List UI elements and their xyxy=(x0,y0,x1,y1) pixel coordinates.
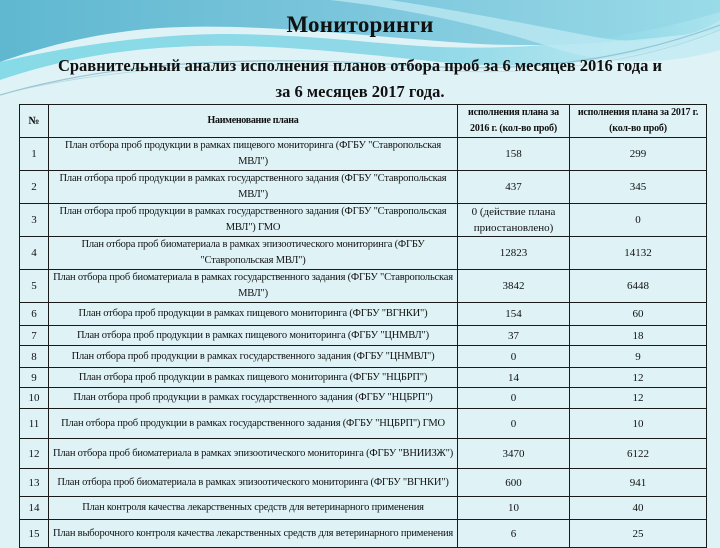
table-row xyxy=(20,520,707,548)
row-plan: План отбора проб биоматериала в рамках государственного задания (ФГБУ "Ставропольская МВЛ") xyxy=(49,270,458,303)
table-row xyxy=(20,368,707,388)
table-row xyxy=(20,171,707,204)
table-row xyxy=(20,138,707,171)
row-plan: План отбора проб продукции в рамках государственного задания (ФГБУ "НЦБРП") xyxy=(49,388,458,409)
row-num: 12 xyxy=(20,439,49,469)
row-2017: 12 xyxy=(570,388,707,409)
row-plan: План отбора проб продукции в рамках пищевого мониторинга (ФГБУ "ЦНМВЛ") xyxy=(49,326,458,346)
table-row xyxy=(20,303,707,326)
row-num: 9 xyxy=(20,368,49,388)
header-2016: исполнения плана за 2016 г. (кол-во проб) xyxy=(458,105,570,138)
row-2017: 299 xyxy=(570,138,707,171)
row-2017: 941 xyxy=(570,469,707,497)
row-num: 10 xyxy=(20,388,49,409)
row-num: 4 xyxy=(20,237,49,270)
row-plan: План отбора проб продукции в рамках государственного задания (ФГБУ "Ставропольская МВЛ") xyxy=(49,171,458,204)
row-num: 11 xyxy=(20,409,49,439)
row-2017: 6448 xyxy=(570,270,707,303)
row-2016: 437 xyxy=(458,171,570,204)
row-num: 15 xyxy=(20,520,49,548)
table-row xyxy=(20,346,707,368)
row-2017: 25 xyxy=(570,520,707,548)
row-2016: 158 xyxy=(458,138,570,171)
row-2017: 10 xyxy=(570,409,707,439)
row-plan: План отбора проб продукции в рамках пищевого мониторинга (ФГБУ "НЦБРП") xyxy=(49,368,458,388)
subtitle-line-2: за 6 месяцев 2017 года. xyxy=(275,82,445,101)
row-2016: 6 xyxy=(458,520,570,548)
row-plan: План отбора проб биоматериала в рамках эпизоотического мониторинга (ФГБУ "ВГНКИ") xyxy=(49,469,458,497)
row-num: 6 xyxy=(20,303,49,326)
row-2016: 600 xyxy=(458,469,570,497)
row-plan: План отбора проб биоматериала в рамках эпизоотического мониторинга (ФГБУ "ВНИИЗЖ") xyxy=(49,439,458,469)
row-2016: 3842 xyxy=(458,270,570,303)
row-plan: План отбора проб продукции в рамках пищевого мониторинга (ФГБУ "ВГНКИ") xyxy=(49,303,458,326)
row-2017: 345 xyxy=(570,171,707,204)
row-num: 5 xyxy=(20,270,49,303)
row-2016: 12823 xyxy=(458,237,570,270)
row-num: 3 xyxy=(20,204,49,237)
row-num: 14 xyxy=(20,497,49,520)
row-2016: 10 xyxy=(458,497,570,520)
row-plan: План отбора проб продукции в рамках государственного задания (ФГБУ "ЦНМВЛ") xyxy=(49,346,458,368)
row-2017: 9 xyxy=(570,346,707,368)
row-plan: План отбора проб продукции в рамках пищевого мониторинга (ФГБУ "Ставропольская МВЛ") xyxy=(49,138,458,171)
row-2016: 0 xyxy=(458,346,570,368)
row-2016: 3470 xyxy=(458,439,570,469)
table-row xyxy=(20,497,707,520)
row-2017: 18 xyxy=(570,326,707,346)
header-num: № xyxy=(20,105,49,138)
subtitle-line-1: Сравнительный анализ исполнения планов отбора проб за 6 месяцев 2016 года и xyxy=(57,56,663,75)
table-row xyxy=(20,409,707,439)
table-header-row xyxy=(20,105,707,138)
comparison-table xyxy=(19,104,707,548)
row-num: 7 xyxy=(20,326,49,346)
row-2016: 37 xyxy=(458,326,570,346)
row-2017: 14132 xyxy=(570,237,707,270)
row-2016: 14 xyxy=(458,368,570,388)
row-2016: 0 xyxy=(458,409,570,439)
row-num: 8 xyxy=(20,346,49,368)
row-2017: 0 xyxy=(570,204,707,237)
table-row xyxy=(20,469,707,497)
row-num: 1 xyxy=(20,138,49,171)
slide-title: Мониторинги xyxy=(286,12,434,37)
table-row xyxy=(20,326,707,346)
row-plan: План отбора проб биоматериала в рамках эпизоотического мониторинга (ФГБУ "Ставропольская МВЛ") xyxy=(49,237,458,270)
row-plan: План отбора проб продукции в рамках государственного задания (ФГБУ "НЦБРП") ГМО xyxy=(49,409,458,439)
row-2017: 40 xyxy=(570,497,707,520)
table-row xyxy=(20,439,707,469)
header-plan-name: Наименование плана xyxy=(49,105,458,138)
row-num: 13 xyxy=(20,469,49,497)
header-2017: исполнения плана за 2017 г. (кол-во проб) xyxy=(570,105,707,138)
row-2016: 154 xyxy=(458,303,570,326)
row-plan: План выборочного контроля качества лекарственных средств для ветеринарного применения xyxy=(49,520,458,548)
row-2016: 0 (действие плана приостановлено) xyxy=(458,204,570,237)
row-plan: План отбора проб продукции в рамках государственного задания (ФГБУ "Ставропольская МВЛ") ГМО xyxy=(49,204,458,237)
row-2017: 60 xyxy=(570,303,707,326)
row-plan: План контроля качества лекарственных средств для ветеринарного применения xyxy=(49,497,458,520)
row-2017: 6122 xyxy=(570,439,707,469)
table-row xyxy=(20,388,707,409)
table-row xyxy=(20,270,707,303)
table-row xyxy=(20,237,707,270)
row-2016: 0 xyxy=(458,388,570,409)
row-num: 2 xyxy=(20,171,49,204)
row-2017: 12 xyxy=(570,368,707,388)
table-row xyxy=(20,204,707,237)
slide-subtitle xyxy=(18,53,702,105)
